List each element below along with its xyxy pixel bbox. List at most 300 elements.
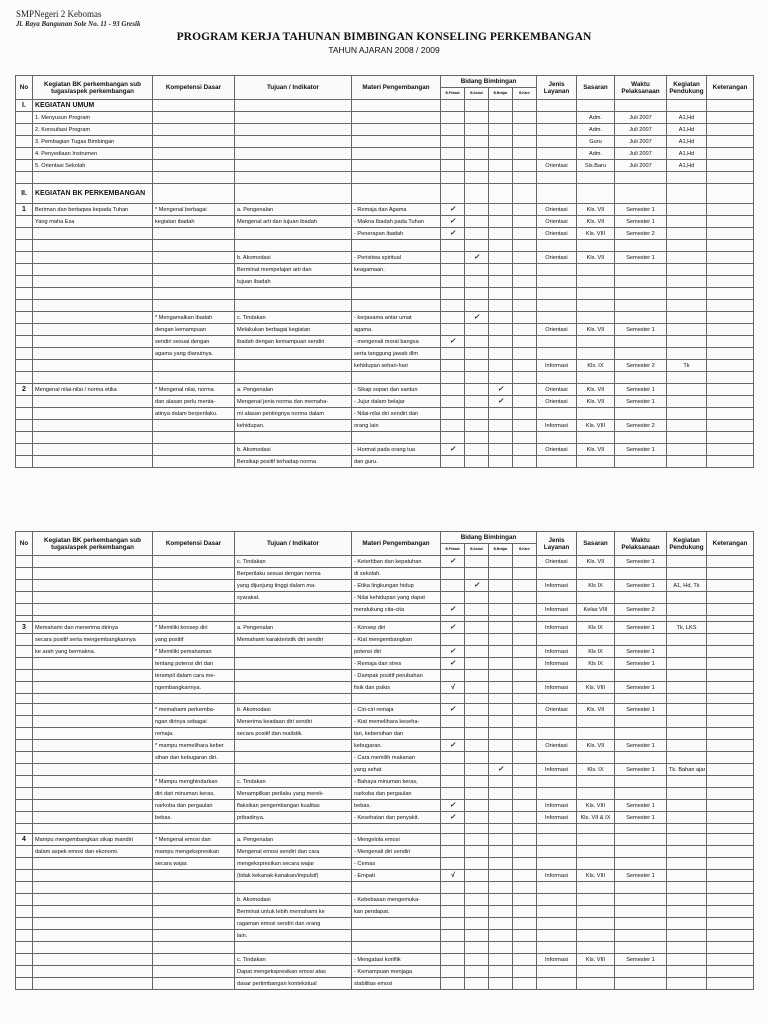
no-cell: [16, 728, 33, 740]
sasaran-cell: [577, 894, 615, 906]
materi-cell: [352, 930, 441, 942]
kegiatan-cell: [33, 288, 153, 300]
keterangan-cell: [707, 776, 754, 788]
no-cell: [16, 172, 33, 184]
sasaran-cell: [577, 592, 615, 604]
kompetensi-cell: ngan dirinya sebagai: [153, 716, 235, 728]
jenis-layanan-cell: [537, 408, 577, 420]
pribadi-cell: [441, 694, 465, 704]
kompetensi-cell: [153, 228, 235, 240]
sasaran-cell: [577, 694, 615, 704]
kegiatan-cell: [33, 752, 153, 764]
kompetensi-cell: [153, 966, 235, 978]
no-cell: [16, 740, 33, 752]
belajar-cell: [489, 870, 513, 882]
section-row: [16, 184, 754, 204]
waktu-cell: Juli 2007: [615, 136, 667, 148]
belajar-cell: [489, 252, 513, 264]
kegiatan-cell: [33, 858, 153, 870]
no-cell: [16, 252, 33, 264]
kegiatan-pendukung-cell: [667, 846, 707, 858]
keterangan-cell: [707, 942, 754, 954]
keterangan-cell: [707, 348, 754, 360]
waktu-cell: Semester 1: [615, 444, 667, 456]
table-row: [16, 160, 754, 172]
sasaran-cell: [577, 240, 615, 252]
keterangan-cell: [707, 276, 754, 288]
kompetensi-cell: [153, 918, 235, 930]
header-kegiatan-pendukung: Kegiatan Pendukung: [667, 532, 707, 556]
kegiatan-pendukung-cell: Tk, LKS: [667, 622, 707, 634]
belajar-cell: [489, 336, 513, 348]
karir-cell: [513, 966, 537, 978]
jenis-layanan-cell: Orientasi: [537, 556, 577, 568]
no-cell: 3: [16, 622, 33, 634]
page-title: PROGRAM KERJA TAHUNAN BIMBINGAN KONSELING PERKEMBANGAN: [176, 31, 592, 43]
pribadi-cell: ✓: [441, 216, 465, 228]
waktu-cell: Semester 1: [615, 580, 667, 592]
no-cell: [16, 906, 33, 918]
kegiatan-pendukung-cell: [667, 420, 707, 432]
jenis-layanan-cell: Informasi: [537, 812, 577, 824]
jenis-layanan-cell: [537, 112, 577, 124]
tujuan-cell: [235, 148, 352, 160]
table-row: [16, 752, 754, 764]
jenis-layanan-cell: [537, 348, 577, 360]
tujuan-cell: Berminat untuk lebih memahami ke: [235, 906, 352, 918]
keterangan-cell: [707, 324, 754, 336]
belajar-cell: [489, 124, 513, 136]
pribadi-cell: [441, 930, 465, 942]
karir-cell: [513, 800, 537, 812]
kompetensi-cell: sendiri sesuai dengan: [153, 336, 235, 348]
kegiatan-pendukung-cell: [667, 634, 707, 646]
header-bidang-bimbingan: Bidang Bimbingan: [441, 532, 537, 544]
header-waktu: Waktu Pelaksanaan: [615, 532, 667, 556]
waktu-cell: Semester 1: [615, 556, 667, 568]
keterangan-cell: [707, 882, 754, 894]
sasaran-cell: Kls. VII: [577, 324, 615, 336]
header-kompetensi: Kompetensi Dasar: [153, 76, 235, 100]
karir-cell: [513, 634, 537, 646]
keterangan-cell: [707, 646, 754, 658]
kompetensi-cell: [153, 694, 235, 704]
keterangan-cell: [707, 184, 754, 204]
sosial-cell: [465, 228, 489, 240]
waktu-cell: Semester 1: [615, 646, 667, 658]
kompetensi-cell: tentang potensi diri dan: [153, 658, 235, 670]
no-cell: [16, 444, 33, 456]
kegiatan-cell: [33, 788, 153, 800]
keterangan-cell: [707, 396, 754, 408]
tujuan-cell: a. Pengenalan: [235, 622, 352, 634]
program-table-2: [15, 531, 754, 990]
keterangan-cell: [707, 704, 754, 716]
no-cell: [16, 160, 33, 172]
sasaran-cell: Kls IX: [577, 622, 615, 634]
kompetensi-cell: [153, 592, 235, 604]
tujuan-cell: [235, 670, 352, 682]
pribadi-cell: [441, 100, 465, 112]
karir-cell: [513, 456, 537, 468]
karir-cell: [513, 312, 537, 324]
materi-cell: bebas.: [352, 800, 441, 812]
table-row: [16, 604, 754, 616]
no-cell: [16, 432, 33, 444]
header-keterangan: Keterangan: [707, 532, 754, 556]
pribadi-cell: [441, 252, 465, 264]
pribadi-cell: [441, 420, 465, 432]
belajar-cell: [489, 420, 513, 432]
materi-cell: [352, 942, 441, 954]
kegiatan-pendukung-cell: A1,Hd: [667, 160, 707, 172]
tujuan-cell: lain.: [235, 930, 352, 942]
waktu-cell: Semester 1: [615, 622, 667, 634]
pribadi-cell: ✓: [441, 658, 465, 670]
kegiatan-cell: [33, 336, 153, 348]
karir-cell: [513, 252, 537, 264]
waktu-cell: [615, 788, 667, 800]
header-keterangan: Keterangan: [707, 76, 754, 100]
keterangan-cell: [707, 300, 754, 312]
sasaran-cell: Kls. IX: [577, 360, 615, 372]
pribadi-cell: [441, 160, 465, 172]
karir-cell: [513, 918, 537, 930]
table-row: [16, 740, 754, 752]
sosial-cell: [465, 834, 489, 846]
header-sasaran: Sasaran: [577, 532, 615, 556]
header-pribadi: B.Pribadi: [441, 544, 465, 556]
jenis-layanan-cell: [537, 694, 577, 704]
table-row: [16, 834, 754, 846]
pribadi-cell: ✓: [441, 800, 465, 812]
kegiatan-cell: [33, 812, 153, 824]
tujuan-cell: [235, 752, 352, 764]
sosial-cell: [465, 184, 489, 204]
keterangan-cell: [707, 978, 754, 990]
pribadi-cell: [441, 372, 465, 384]
waktu-cell: [615, 694, 667, 704]
header-belajar: B.Belajar: [489, 88, 513, 100]
materi-cell: - mengenali moral bangsa: [352, 336, 441, 348]
kompetensi-cell: secara wajar.: [153, 858, 235, 870]
waktu-cell: Semester 1: [615, 384, 667, 396]
kegiatan-pendukung-cell: [667, 800, 707, 812]
kegiatan-cell: [33, 580, 153, 592]
jenis-layanan-cell: [537, 752, 577, 764]
karir-cell: [513, 148, 537, 160]
table-row: [16, 858, 754, 870]
karir-cell: [513, 172, 537, 184]
no-cell: [16, 954, 33, 966]
waktu-cell: [615, 966, 667, 978]
kegiatan-pendukung-cell: [667, 372, 707, 384]
kegiatan-cell: [33, 954, 153, 966]
jenis-layanan-cell: [537, 372, 577, 384]
jenis-layanan-cell: Informasi: [537, 622, 577, 634]
header-sosial: B.Sosial: [465, 88, 489, 100]
jenis-layanan-cell: Informasi: [537, 682, 577, 694]
sasaran-cell: Kls IX: [577, 646, 615, 658]
no-cell: [16, 604, 33, 616]
waktu-cell: Juli 2007: [615, 148, 667, 160]
karir-cell: [513, 372, 537, 384]
sasaran-cell: [577, 978, 615, 990]
tujuan-cell: yang dijunjung tinggi dalam ma-: [235, 580, 352, 592]
belajar-cell: [489, 776, 513, 788]
sasaran-cell: [577, 966, 615, 978]
table-row: [16, 646, 754, 658]
sasaran-cell: [577, 918, 615, 930]
tujuan-cell: ragaman emosi sendiri dan orang: [235, 918, 352, 930]
pribadi-cell: ✓: [441, 740, 465, 752]
kompetensi-cell: [153, 360, 235, 372]
belajar-cell: [489, 658, 513, 670]
table-row: [16, 870, 754, 882]
table-row: [16, 978, 754, 990]
header-tujuan: Tujuan / Indikator: [235, 76, 352, 100]
table-row: [16, 324, 754, 336]
belajar-cell: [489, 906, 513, 918]
tujuan-cell: a. Pengenalan: [235, 834, 352, 846]
jenis-layanan-cell: [537, 824, 577, 834]
table-row: [16, 228, 754, 240]
tujuan-cell: [235, 160, 352, 172]
materi-cell: [352, 184, 441, 204]
karir-cell: [513, 728, 537, 740]
kegiatan-cell: [33, 396, 153, 408]
table-row: [16, 658, 754, 670]
sosial-cell: [465, 136, 489, 148]
sasaran-cell: [577, 930, 615, 942]
materi-cell: orang lain: [352, 420, 441, 432]
kompetensi-cell: agama yang dianutnya.: [153, 348, 235, 360]
sosial-cell: [465, 348, 489, 360]
table-row: [16, 580, 754, 592]
kegiatan-pendukung-cell: [667, 456, 707, 468]
tujuan-cell: [235, 942, 352, 954]
kegiatan-cell: [33, 930, 153, 942]
jenis-layanan-cell: Orientasi: [537, 216, 577, 228]
sosial-cell: [465, 124, 489, 136]
waktu-cell: [615, 300, 667, 312]
kegiatan-pendukung-cell: [667, 646, 707, 658]
pribadi-cell: ✓: [441, 646, 465, 658]
kegiatan-cell: 4. Penyediaan Instrumen: [33, 148, 153, 160]
kompetensi-cell: [153, 184, 235, 204]
keterangan-cell: [707, 372, 754, 384]
kegiatan-cell: [33, 740, 153, 752]
karir-cell: [513, 834, 537, 846]
kegiatan-pendukung-cell: [667, 858, 707, 870]
tujuan-cell: Mengenal arti dan tujuan ibadah: [235, 216, 352, 228]
keterangan-cell: [707, 858, 754, 870]
pribadi-cell: [441, 148, 465, 160]
waktu-cell: [615, 716, 667, 728]
pribadi-cell: [441, 764, 465, 776]
header-row: [16, 76, 754, 88]
kompetensi-cell: dan alasan perlu menta-: [153, 396, 235, 408]
kegiatan-cell: [33, 776, 153, 788]
keterangan-cell: [707, 100, 754, 112]
materi-cell: [352, 172, 441, 184]
pribadi-cell: [441, 348, 465, 360]
kegiatan-pendukung-cell: [667, 740, 707, 752]
jenis-layanan-cell: [537, 276, 577, 288]
sasaran-cell: Sis.Baru: [577, 160, 615, 172]
kegiatan-pendukung-cell: [667, 444, 707, 456]
belajar-cell: [489, 456, 513, 468]
kompetensi-cell: [153, 906, 235, 918]
no-cell: [16, 670, 33, 682]
kompetensi-cell: [153, 764, 235, 776]
waktu-cell: Semester 2: [615, 604, 667, 616]
materi-cell: [352, 372, 441, 384]
sasaran-cell: Kls. VII: [577, 384, 615, 396]
belajar-cell: [489, 978, 513, 990]
waktu-cell: [615, 752, 667, 764]
kegiatan-pendukung-cell: A1, Hd, Tk: [667, 580, 707, 592]
sasaran-cell: [577, 906, 615, 918]
kegiatan-cell: KEGIATAN UMUM: [33, 100, 153, 112]
header-row: [16, 532, 754, 544]
materi-cell: - Nilai-nilai diri sendiri dan: [352, 408, 441, 420]
pribadi-cell: ✓: [441, 444, 465, 456]
waktu-cell: [615, 978, 667, 990]
sosial-cell: [465, 408, 489, 420]
kompetensi-cell: [153, 372, 235, 384]
karir-cell: [513, 228, 537, 240]
karir-cell: [513, 894, 537, 906]
kegiatan-pendukung-cell: A1,Hd: [667, 136, 707, 148]
jenis-layanan-cell: [537, 894, 577, 906]
kegiatan-cell: [33, 882, 153, 894]
header-karir: B.Karir: [513, 88, 537, 100]
no-cell: [16, 858, 33, 870]
sosial-cell: [465, 336, 489, 348]
sosial-cell: [465, 882, 489, 894]
materi-cell: [352, 100, 441, 112]
belajar-cell: [489, 444, 513, 456]
sasaran-cell: Kls. VII: [577, 204, 615, 216]
sosial-cell: [465, 300, 489, 312]
sosial-cell: [465, 894, 489, 906]
header-jenis-layanan: Jenis Layanan: [537, 76, 577, 100]
tujuan-cell: b. Akomodasi: [235, 894, 352, 906]
tujuan-cell: mi alasan pentingnya norma dalam: [235, 408, 352, 420]
jenis-layanan-cell: [537, 788, 577, 800]
sasaran-cell: [577, 172, 615, 184]
tujuan-cell: [235, 740, 352, 752]
sosial-cell: [465, 456, 489, 468]
no-cell: [16, 136, 33, 148]
tujuan-cell: [235, 824, 352, 834]
sosial-cell: [465, 324, 489, 336]
kegiatan-cell: [33, 240, 153, 252]
table-row: [16, 372, 754, 384]
jenis-layanan-cell: [537, 930, 577, 942]
sasaran-cell: Kls IX: [577, 580, 615, 592]
belajar-cell: [489, 930, 513, 942]
sosial-cell: [465, 658, 489, 670]
waktu-cell: [615, 312, 667, 324]
sasaran-cell: Kls. VIII: [577, 228, 615, 240]
jenis-layanan-cell: Orientasi: [537, 204, 577, 216]
kompetensi-cell: sihan dan kebugaran diri.: [153, 752, 235, 764]
sasaran-cell: [577, 372, 615, 384]
waktu-cell: [615, 408, 667, 420]
kegiatan-pendukung-cell: [667, 930, 707, 942]
tujuan-cell: (tidak kekanak-kanakan/impulsif): [235, 870, 352, 882]
materi-cell: - kerjasama antar umat: [352, 312, 441, 324]
sasaran-cell: [577, 942, 615, 954]
pribadi-cell: [441, 124, 465, 136]
waktu-cell: [615, 432, 667, 444]
table-row: [16, 728, 754, 740]
waktu-cell: [615, 834, 667, 846]
tujuan-cell: Berperilaku sesuai dengan norma: [235, 568, 352, 580]
tujuan-cell: pribadinya.: [235, 812, 352, 824]
jenis-layanan-cell: [537, 456, 577, 468]
sosial-cell: [465, 288, 489, 300]
tujuan-cell: ibadah dengan kemampuan sendiri: [235, 336, 352, 348]
tujuan-cell: Melakukan berbagai kegiatan: [235, 324, 352, 336]
kegiatan-pendukung-cell: [667, 604, 707, 616]
kegiatan-pendukung-cell: [667, 812, 707, 824]
sosial-cell: [465, 204, 489, 216]
sasaran-cell: [577, 634, 615, 646]
kompetensi-cell: * Mampu menghindarkan: [153, 776, 235, 788]
kegiatan-pendukung-cell: [667, 942, 707, 954]
kompetensi-cell: * Mengenal emosi dan: [153, 834, 235, 846]
karir-cell: [513, 870, 537, 882]
kompetensi-cell: terampil dalam cara me-: [153, 670, 235, 682]
jenis-layanan-cell: [537, 966, 577, 978]
pribadi-cell: [441, 670, 465, 682]
materi-cell: - Jujur dalam belajar: [352, 396, 441, 408]
sasaran-cell: Adm.: [577, 148, 615, 160]
karir-cell: [513, 336, 537, 348]
pribadi-cell: [441, 276, 465, 288]
sosial-cell: [465, 694, 489, 704]
kompetensi-cell: mampu mengekspresikan: [153, 846, 235, 858]
pribadi-cell: [441, 788, 465, 800]
sosial-cell: [465, 240, 489, 252]
keterangan-cell: [707, 384, 754, 396]
kegiatan-cell: KEGIATAN BK PERKEMBANGAN: [33, 184, 153, 204]
waktu-cell: Semester 1: [615, 252, 667, 264]
kompetensi-cell: [153, 556, 235, 568]
waktu-cell: [615, 824, 667, 834]
kompetensi-cell: [153, 300, 235, 312]
sasaran-cell: [577, 336, 615, 348]
sosial-cell: [465, 846, 489, 858]
materi-cell: - Kemampuan menjaga: [352, 966, 441, 978]
kompetensi-cell: [153, 420, 235, 432]
karir-cell: [513, 396, 537, 408]
jenis-layanan-cell: Orientasi: [537, 384, 577, 396]
belajar-cell: [489, 324, 513, 336]
materi-cell: [352, 432, 441, 444]
karir-cell: [513, 716, 537, 728]
kegiatan-cell: Memahami dan menerima dirinya: [33, 622, 153, 634]
karir-cell: [513, 658, 537, 670]
tujuan-cell: [235, 882, 352, 894]
keterangan-cell: [707, 622, 754, 634]
karir-cell: [513, 160, 537, 172]
kegiatan-pendukung-cell: [667, 918, 707, 930]
belajar-cell: [489, 300, 513, 312]
